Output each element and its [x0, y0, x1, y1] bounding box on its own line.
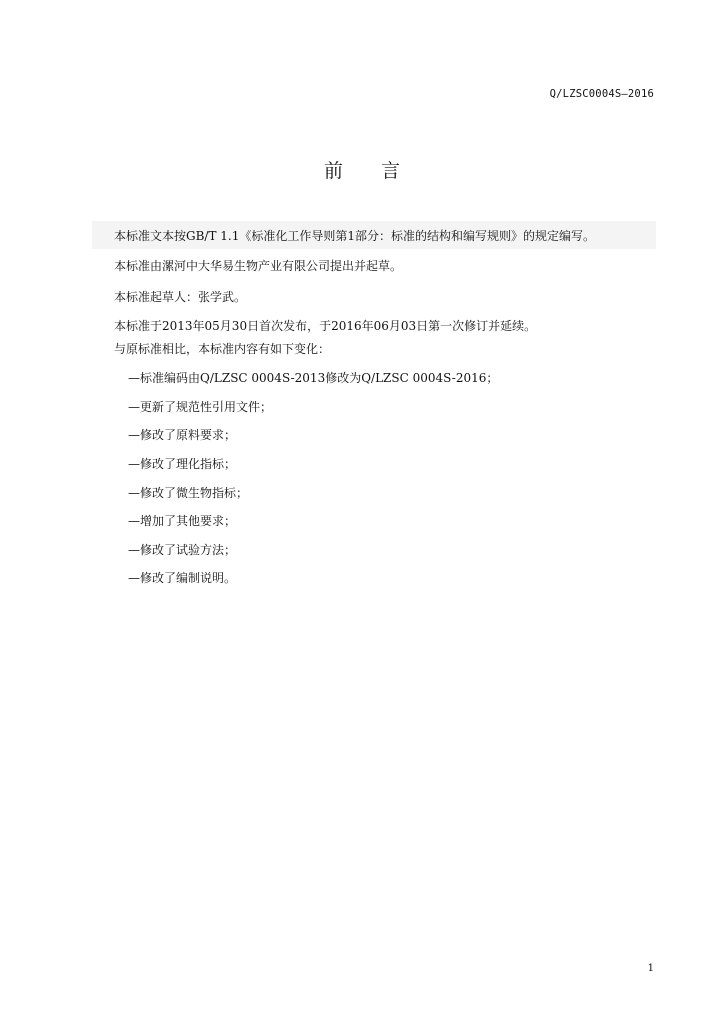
paragraph-drafter: 本标准起草人：张学武。: [114, 290, 247, 304]
page-number: 1: [647, 963, 654, 974]
list-item: —增加了其他要求；: [128, 514, 237, 528]
list-item: —修改了编制说明。: [128, 571, 237, 585]
page-title: 前言: [323, 160, 438, 182]
list-item: —修改了微生物指标；: [128, 486, 249, 500]
list-item: —修改了试验方法；: [128, 543, 237, 557]
paragraph-changes-intro: 与原标准相比，本标准内容有如下变化：: [114, 342, 331, 356]
list-item: —更新了规范性引用文件；: [128, 400, 273, 414]
list-item: —标准编码由Q/LZSC 0004S-2013修改为Q/LZSC 0004S-2016；: [128, 371, 499, 385]
list-item: —修改了原料要求；: [128, 428, 237, 442]
paragraph-proposer: 本标准由漯河中大华易生物产业有限公司提出并起草。: [114, 259, 403, 273]
standard-code: Q/LZSC0004S—2016: [549, 88, 654, 100]
paragraph-drafting-basis: 本标准文本按GB/T 1.1《标准化工作导则第1部分：标准的结构和编写规则》的规定编写。: [114, 229, 595, 243]
list-item: —修改了理化指标；: [128, 457, 237, 471]
paragraph-release-history: 本标准于2013年05月30日首次发布，于2016年06月03日第一次修订并延续。: [114, 319, 537, 333]
